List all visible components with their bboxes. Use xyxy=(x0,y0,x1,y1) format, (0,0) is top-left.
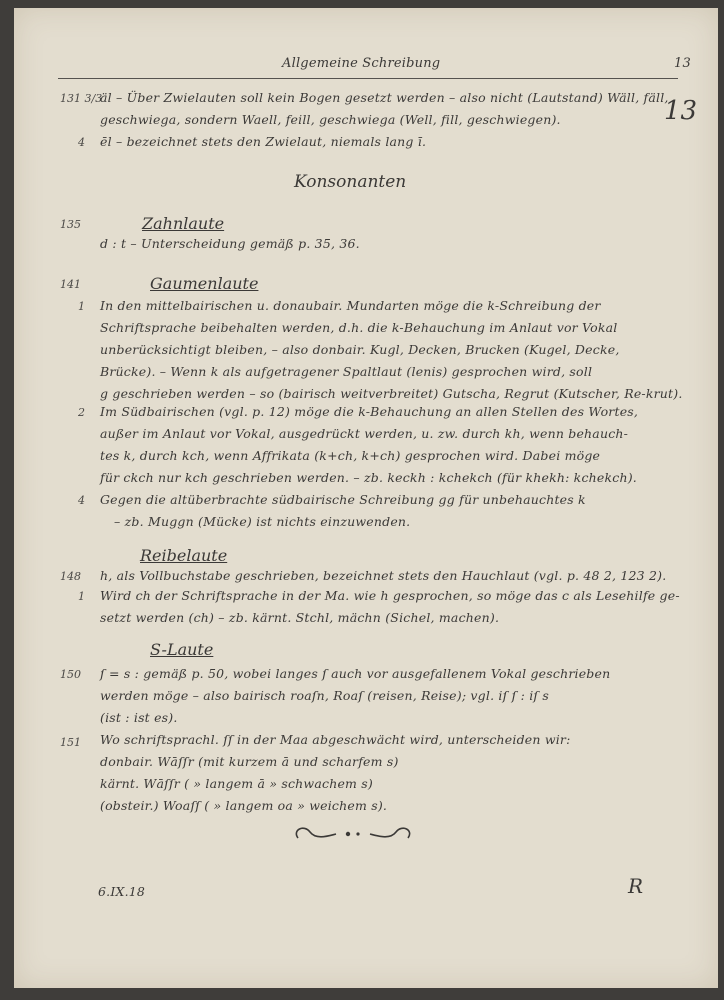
entry-line: unberücksichtigt bleiben, – also donbair. Kugl, Decken, Brucken (Kugel, Decke, xyxy=(100,342,620,357)
section-number: 135 xyxy=(60,218,81,231)
footer-signature: R xyxy=(628,874,644,898)
item-number: 2 xyxy=(78,406,85,419)
entry-number: 131 3/3 xyxy=(60,92,103,105)
section-heading-konsonanten: Konsonanten xyxy=(294,172,407,192)
entry-line: kärnt. Wāſſr ( » langem ā » schwachem s) xyxy=(100,776,373,791)
entry-line: Gegen die altüberbrachte südbairische Schreibung gg für unbehauchtes k xyxy=(100,492,586,507)
entry-line: äl – Über Zwielauten soll kein Bogen gesetzt werden – also nicht (Lautstand) Wäll, fäll, xyxy=(100,90,669,105)
entry-line: (ist : ist es). xyxy=(100,710,178,725)
margin-mark: 13 xyxy=(664,96,698,126)
item-number: 150 xyxy=(60,668,81,681)
entry-line: tes k, durch kch, wenn Affrikata (k+ch, k+ch) gesprochen wird. Dabei möge xyxy=(100,448,601,463)
footer-date: 6.IX.18 xyxy=(98,884,146,899)
entry-line: Brücke). – Wenn k als aufgetragener Spaltlaut (lenis) gesprochen wird, soll xyxy=(100,364,593,379)
item-number: 4 xyxy=(78,494,85,507)
entry-line: Wo schriftsprachl. ſſ in der Maa abgeschwächt wird, unterscheiden wir: xyxy=(100,732,571,747)
entry-line: (obsteir.) Woaſſ ( » langem oa » weichem s). xyxy=(100,798,388,813)
entry-line: setzt werden (ch) – zb. kärnt. Stchl, mächn (Sichel, machen). xyxy=(100,610,500,625)
entry-line: donbair. Wāſſr (mit kurzem ā und scharfem s) xyxy=(100,754,399,769)
entry-line: ēl – bezeichnet stets den Zwielaut, niemals lang ī. xyxy=(100,134,427,149)
section-number: 141 xyxy=(60,278,81,291)
document-page xyxy=(14,8,718,988)
section-heading: Zahnlaute xyxy=(142,214,225,233)
entry-line: g geschrieben werden – so (bairisch weitverbreitet) Gutscha, Regrut (Kutscher, Re-krut). xyxy=(100,386,683,401)
entry-line: geschwiega, sondern Waell, feill, geschwiega (Well, fill, geschwiegen). xyxy=(100,112,561,127)
section-heading: S-Laute xyxy=(150,640,214,659)
entry-line: Wird ch der Schriftsprache in der Ma. wie h gesprochen, so möge das c als Lesehilfe ge- xyxy=(100,588,680,603)
section-heading: Gaumenlaute xyxy=(150,274,259,293)
entry-line: Im Südbairischen (vgl. p. 12) möge die k-Behauchung an allen Stellen des Wortes, xyxy=(100,404,639,419)
entry-number: 4 xyxy=(78,136,85,149)
item-number: 1 xyxy=(78,300,85,313)
item-number: 148 xyxy=(60,570,81,583)
entry-line: für ckch nur kch geschrieben werden. – zb. keckh : kchekch (für khekh: kchekch). xyxy=(100,470,637,485)
page-number: 13 xyxy=(674,56,691,71)
entry-line: h, als Vollbuchstabe geschrieben, bezeichnet stets den Hauchlaut (vgl. p. 48 2, 123 2). xyxy=(100,568,667,583)
entry-line: – zb. Muggn (Mücke) ist nichts einzuwenden. xyxy=(114,514,411,529)
entry-line: ſ = s : gemäß p. 50, wobei langes ſ auch vor ausgefallenem Vokal geschrieben xyxy=(100,666,611,681)
header-rule xyxy=(58,78,678,79)
section-heading: Reibelaute xyxy=(140,546,228,565)
item-number: 1 xyxy=(78,590,85,603)
running-title: Allgemeine Schreibung xyxy=(282,56,441,71)
entry-line: In den mittelbairischen u. donaubair. Mundarten möge die k-Schreibung der xyxy=(100,298,601,313)
entry-line: außer im Anlaut vor Vokal, ausgedrückt werden, u. zw. durch kh, wenn behauch- xyxy=(100,426,629,441)
entry-line: werden möge – also bairisch roaſn, Roaſ (reisen, Reise); vgl. iſ ſ : iſ s xyxy=(100,688,550,703)
ornament-flourish xyxy=(290,820,420,848)
entry-line: d : t – Unterscheidung gemäß p. 35, 36. xyxy=(100,236,360,251)
item-number: 151 xyxy=(60,736,81,749)
entry-line: Schriftsprache beibehalten werden, d.h. die k-Behauchung im Anlaut vor Vokal xyxy=(100,320,618,335)
